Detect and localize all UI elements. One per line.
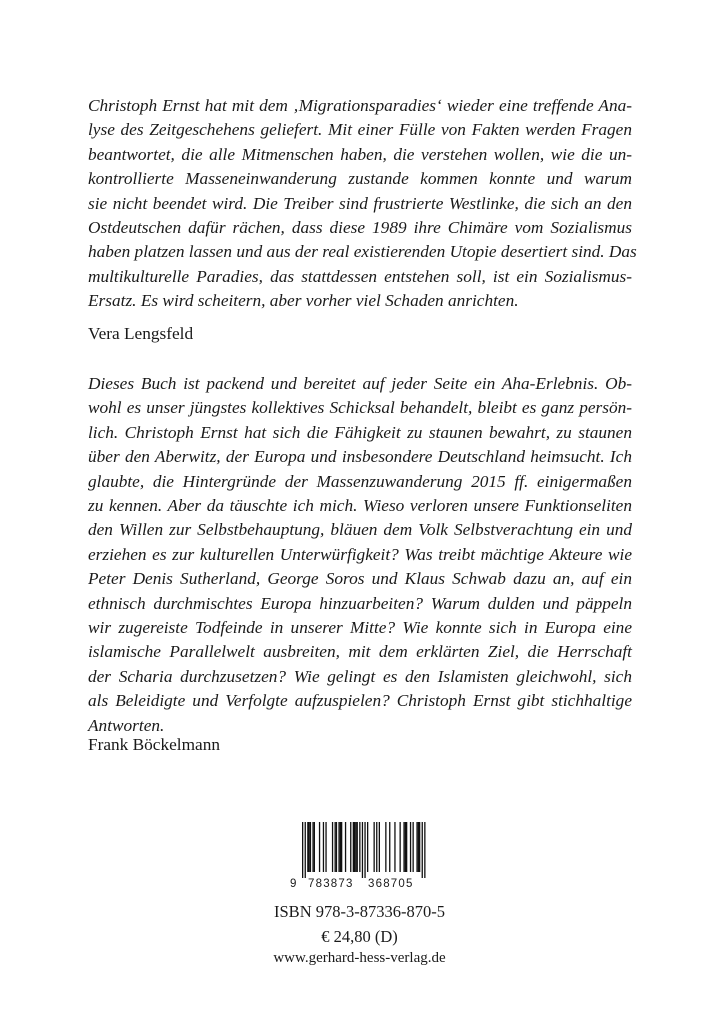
review-quote-1 [88,94,637,314]
barcode-bar [416,822,417,872]
review-2-author: Frank Böckelmann [88,735,220,754]
price-text: € 24,80 (D) [321,927,398,946]
barcode-bar [359,822,360,872]
barcode-bar [354,822,355,872]
barcode-bar [332,822,333,872]
barcode-bar [379,822,380,872]
barcode-bar [353,822,354,872]
review-2-line: wir zugereiste Todfeinde in unserer Mitte? Wie konnte sich in Europa eine [88,618,632,638]
review-1-line: haben platzen lassen und aus der real existierenden Utopie desertiert sind. Das [88,242,637,262]
barcode-bar [405,822,406,872]
review-1-line: Christoph Ernst hat mit dem ‚Migrationsparadies‘ wieder eine treffende Ana- [88,96,632,115]
barcode-bar [374,822,375,872]
publisher-website[interactable]: www.gerhard-hess-verlag.de [273,950,446,966]
review-1-line: beantwortet, die alle Mitmenschen haben, die verstehen wollen, wie die un- [88,144,632,164]
review-1-line: lyse des Zeitgeschehens geliefert. Mit einer Fülle von Fakten werden Fragen [88,120,632,140]
review-2-line: den Willen zur Selbstbehauptung, bläuen dem Volk Selbstverachtung ein und [88,520,632,540]
review-2-line: ethnisch durchmischtes Europa hinzuarbeiten? Warum dulden und päppeln [88,593,632,613]
barcode-bar [310,822,311,872]
barcode-bar [309,822,310,872]
review-1-line: multikulturelle Paradies, das stattdessen entstehen soll, ist ein Sozialismus- [88,266,632,286]
barcode-bar [410,822,411,872]
barcode-bar [341,822,342,872]
review-2-line: erziehen es zur kulturellen Unterwürfigkeit? Was treibt mächtige Akteure wie [88,544,632,564]
barcode-bar [389,822,390,872]
isbn-barcode [290,822,430,894]
review-2-line: der Scharia durchzusetzen? Wie gelingt es den Islamisten gleichwohl, sich [88,666,632,686]
barcode-digits-left: 783873 [308,878,354,890]
review-2-line: Peter Denis Sutherland, George Soros und Klaus Schwab dazu an, auf ein [88,569,632,589]
barcode-bar [323,822,324,872]
review-2-line: glaubte, die Hintergründe der Massenzuwanderung 2015 ff. einigermaßen [88,471,632,491]
barcode-bar [364,822,365,878]
review-1-line: sie nicht beendet wird. Die Treiber sind frustrierte Westlinke, die sich an den [88,193,632,213]
barcode-bar [376,822,377,872]
barcode-bar [406,822,407,872]
review-1-author: Vera Lengsfeld [88,324,194,343]
barcode-bar [367,822,368,872]
barcode-bar [400,822,401,872]
barcode-bar [385,822,386,872]
review-1-line: kontrollierte Masseneinwanderung zustande kommen konnte und warum [88,169,632,189]
review-2-line: Dieses Buch ist packend und bereitet auf jeder Seite ein Aha-Erlebnis. Ob- [88,374,632,393]
barcode-bar [336,822,337,872]
barcode-bar [345,822,346,872]
barcode-bar [340,822,341,872]
barcode-bar [403,822,404,872]
barcode-bar [413,822,414,872]
barcode-bar [338,822,339,872]
review-2-line: lich. Christoph Ernst hat sich die Fähigkeit zu staunen bewahrt, zu staunen [88,422,632,442]
barcode-bar [307,822,308,872]
barcode-bar [418,822,419,872]
barcode-bars [290,822,430,878]
barcode-digits-right: 368705 [368,878,414,890]
barcode-bar [312,822,313,872]
barcode-bar [355,822,356,872]
review-1-line: Ersatz. Es wird scheitern, aber vorher viel Schaden anrichten. [88,291,519,311]
barcode-bar [422,822,423,878]
barcode-digit-first: 9 [290,878,297,890]
barcode-bar [362,822,363,878]
review-2-line: wohl es unser jüngstes kollektives Schicksal behandelt, bleibt es ganz persön- [88,398,632,418]
barcode-bar [424,822,425,878]
barcode-bar [357,822,358,872]
barcode-bar [319,822,320,872]
review-2-line: über den Aberwitz, der Europa und insbesondere Deutschland heimsucht. Ich [88,447,632,467]
barcode-bar [305,822,306,878]
barcode-bar [302,822,303,878]
barcode-bar [394,822,395,872]
barcode-digits [290,878,430,894]
review-2-line: islamische Parallelwelt ausbreiten, mit dem erklärten Ziel, die Herrschaft [88,642,632,662]
barcode-bar [419,822,420,872]
barcode-bar [314,822,315,872]
review-2-line: Antworten. [88,715,165,735]
review-1-line: Ostdeutschen dafür rächen, dass diese 1989 ihre Chimäre vom Sozialismus [88,218,632,238]
review-quote-2 [88,372,632,738]
barcode-bar [350,822,351,872]
barcode-bar [325,822,326,872]
isbn-text: ISBN 978-3-87336-870-5 [274,902,445,921]
review-2-line: zu kennen. Aber da täuschte ich mich. Wieso verloren unsere Funktionseliten [88,496,632,516]
review-2-line: als Beleidigte und Verfolgte aufzuspielen? Christoph Ernst gibt stichhaltige [88,691,632,711]
barcode-bar [335,822,336,872]
